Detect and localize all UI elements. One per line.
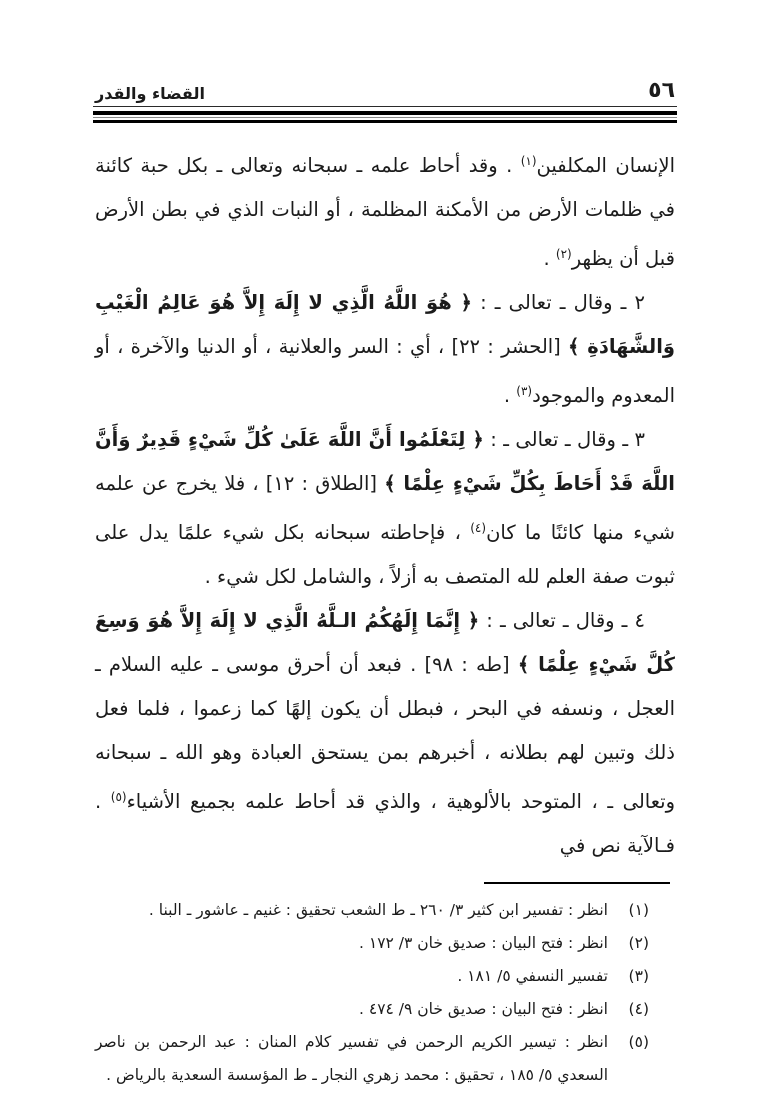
footnote-divider [484, 882, 670, 884]
footnote-marker: (٢) [628, 934, 649, 952]
footnote-text: انظر : تيسير الكريم الرحمن في تفسير كلام المنان : عبد الرحمن بن ناصر السعدي ٥/ ١٨٥ ، تحقيق : محمد زهري النجار ـ ط المؤسسة السعدية بالرياض . [95, 1033, 608, 1084]
footnote-marker: (٣) [628, 967, 649, 985]
footnote-reference: (٤) [470, 521, 487, 535]
body-text-segment: . وقد أحاط علمه ـ سبحانه وتعالى ـ بكل حبة كائنة في ظلمات الأرض من الأمكنة المظلمة ، أو النبات الذي في بطن الأرض قبل أن يظهر [95, 154, 675, 270]
footnote-item [95, 894, 649, 927]
book-title: القضاء والقدر [95, 84, 205, 103]
body-text-segment: . فـالآية نص في [95, 790, 675, 857]
footnote-item [95, 960, 649, 993]
footnote-marker: (١) [628, 901, 649, 919]
body-text-segment: [الحشر : ٢٢] ، أي : السر والعلانية ، أو الدنيا والآخرة ، أو المعدوم والموجود [95, 335, 675, 407]
footnote-text: انظر : فتح البيان : صديق خان ٩/ ٤٧٤ . [359, 1000, 608, 1018]
footnote-text: انظر : تفسير ابن كثير ٣/ ٢٦٠ ـ ط الشعب تحقيق : غنيم ـ عاشور ـ البنا . [148, 901, 608, 919]
quran-verse: ﴿ هُوَ اللَّهُ الَّذِي لا إِلَهَ إِلاَّ هُوَ عَالِمُ الْغَيْبِ وَالشَّهَادَةِ ﴾ [95, 291, 675, 358]
footnote-item [95, 993, 649, 1026]
body-text-segment: . [543, 247, 556, 270]
footnote-item [95, 927, 649, 960]
body-text-segment: [الطلاق : ١٢] ، فلا يخرج عن علمه شيء منها كائنًا ما كان [95, 472, 675, 544]
footnote-marker: (٥) [628, 1033, 649, 1051]
body-text-segment: الإنسان المكلفين [536, 154, 675, 177]
footnote-reference: (٢) [555, 247, 572, 261]
body-text-segment: ٣ ـ وقال ـ تعالى ـ : [483, 428, 645, 451]
body-text-segment: ٢ ـ وقال ـ تعالى ـ : [471, 291, 645, 314]
paragraph [95, 139, 675, 281]
paragraph [95, 418, 675, 599]
footnotes-section [95, 894, 675, 1092]
page-header [0, 0, 770, 103]
footnote-reference: (٣) [516, 384, 533, 398]
paragraph [95, 599, 675, 868]
body-text-segment: ، فإحاطته سبحانه بكل شيء علمًا يدل على ثبوت صفة العلم لله المتصف به أزلاً ، والشامل لكل شيء . [95, 521, 675, 588]
body-text [95, 139, 675, 868]
header-divider [93, 106, 677, 123]
page-number: ٥٦ [648, 78, 675, 103]
paragraph [95, 281, 675, 418]
header-divider-thick-line-bottom [93, 120, 677, 123]
quran-verse: ﴿ إِنَّمَا إِلَهُكُمُ الـلَّهُ الَّذِي لا إِلَهَ إِلاَّ هُوَ وَسِعَ كُلَّ شَيْءٍ عِلْمًا ﴾ [95, 609, 675, 676]
footnote-text: انظر : فتح البيان : صديق خان ٣/ ١٧٢ . [359, 934, 608, 952]
quran-verse: ﴿ لِتَعْلَمُوا أَنَّ اللَّهَ عَلَىٰ كُلِّ شَيْءٍ قَدِيرٌ وَأَنَّ اللَّهَ قَدْ أَحَاطَ بِكُلِّ شَيْءٍ عِلْمًا ﴾ [95, 428, 675, 495]
footnote-reference: (١) [520, 154, 537, 168]
footnote-text: تفسير النسفي ٥/ ١٨١ . [457, 967, 608, 985]
footnote-item [95, 1026, 649, 1092]
footnote-reference: (٥) [110, 790, 127, 804]
body-text-segment: ٤ ـ وقال ـ تعالى ـ : [479, 609, 645, 632]
footnote-marker: (٤) [628, 1000, 649, 1018]
body-text-segment: [طه : ٩٨] . فبعد أن أحرق موسى ـ عليه السلام ـ العجل ، ونسفه في البحر ، فبطل أن يكون إلهًا كما زعموا ، فلما فعل ذلك وتبين لهم بطلانه ، أخبرهم بمن يستحق العبادة وهو الله ـ سبحانه وتعالى ـ ، المتوحد بالألوهية ، والذي قد أحاط علمه بجميع الأشياء [95, 653, 675, 813]
body-text-segment: . [503, 384, 517, 407]
